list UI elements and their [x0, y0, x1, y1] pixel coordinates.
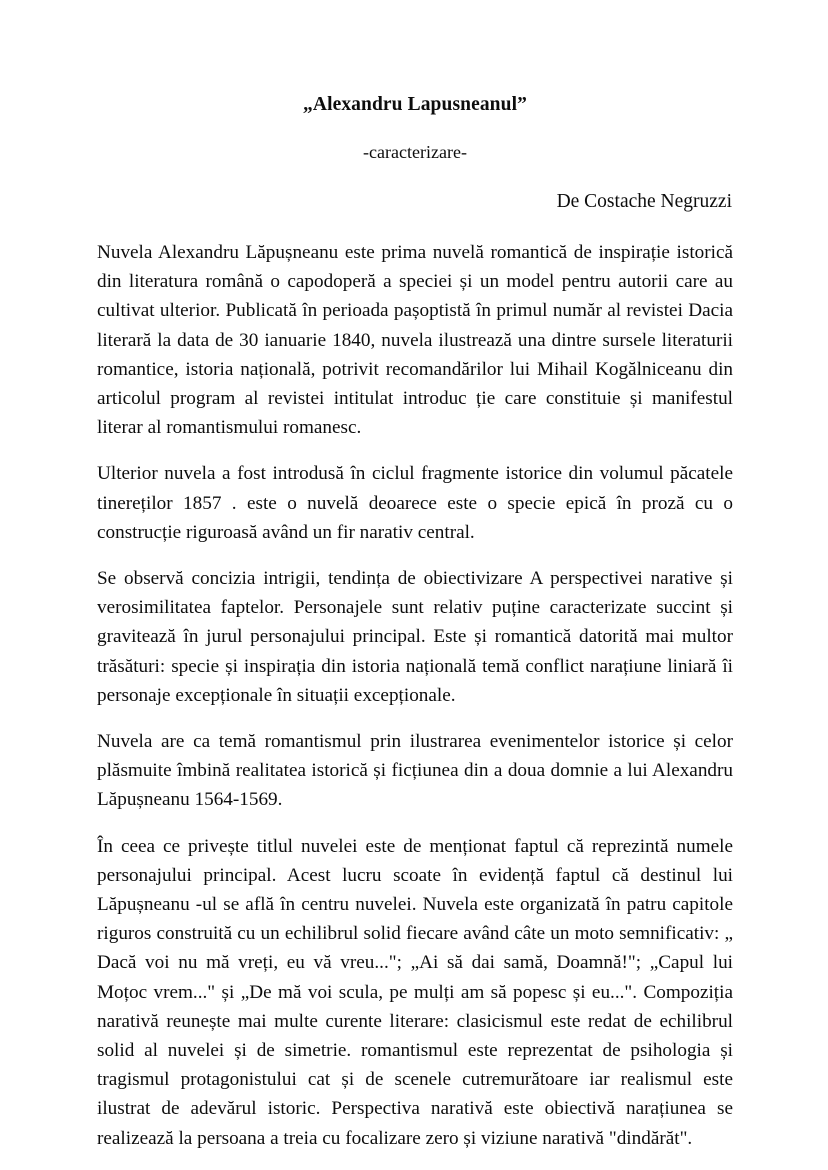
document-title: „Alexandru Lapusneanul”: [303, 94, 527, 115]
body-paragraph: Se observă concizia intrigii, tendința de obiectivizare A perspectivei narative și verosimilitatea faptelor. Personajele sunt relativ puține caracterizate succint și gravitează în jurul personajului principal. Este și romantică datorită mai multor trăsături: specie și inspirația din istoria națională temă conflict narațiune liniară îi personaje excepționale în situații excepționale.: [97, 567, 733, 706]
document-subtitle: -caracterizare-: [363, 142, 467, 163]
body-paragraph: Nuvela Alexandru Lăpușneanu este prima nuvelă romantică de inspirație istorică din literatura română o capodoperă a speciei și un model pentru autorii care au cultivat ulterior. Publicată în perioada pașoptistă în primul număr al revistei Dacia literară la data de 30 ianuarie 1840, nuvela ilustrează una dintre sursele literaturii romantice, istoria națională, potrivit recomandărilor lui Mihail Kogălniceanu din articolul program al revistei intitulat introduc ție care constituie și manifestul literar al romantismului romanesc.: [97, 241, 733, 439]
body-paragraph: În ceea ce privește titlul nuvelei este de menționat faptul că reprezintă numele personajului principal. Acest lucru scoate în evidență faptul că destinul lui Lăpușneanu -ul se află în centru nuvelei. Nuvela este organizată în patru capitole riguros construită cu un echilibrul solid fiecare având câte un moto semnificativ: „ Dacă voi nu mă vreți, eu vă vreu..."; „Ai să dai samă, Doamnă!"; „Capul lui Moțoc vrem..." și „De mă voi scula, pe mulți am să popesc și eu...". Compoziția narativă reunește mai multe curente literare: clasicismul este redat de echilibrul solid al nuvelei și de simetrie. romantismul este reprezentat de psihologia și tragismul protagonistului cat și de scenele cutremurătoare iar realismul este ilustrat de adevărul istoric. Perspectiva narativă este obiectivă narațiunea se realizează la persoana a treia cu focalizare zero și viziune narativă "dindărăt".: [97, 835, 733, 1149]
document-text-column: [97, 92, 733, 1153]
body-paragraph: Nuvela are ca temă romantismul prin ilustrarea evenimentelor istorice și celor plăsmuite îmbină realitatea istorică și ficțiunea din a doua domnie a lui Alexandru Lăpușneanu 1564-1569.: [97, 730, 733, 811]
document-byline: De Costache Negruzzi: [556, 190, 732, 212]
body-paragraph: Ulterior nuvela a fost introdusă în ciclul fragmente istorice din volumul păcatele tinereților 1857 . este o nuvelă deoarece este o specie epică în proză cu o construcție riguroasă având un fir narativ central.: [97, 463, 733, 543]
